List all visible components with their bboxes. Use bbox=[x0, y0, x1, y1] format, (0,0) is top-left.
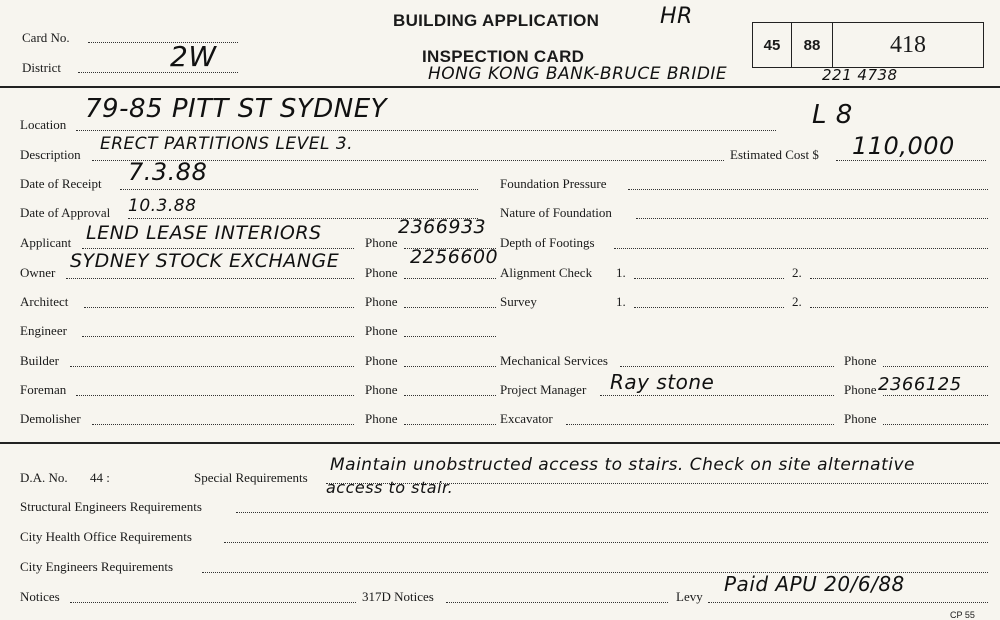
date-of-approval-label: Date of Approval bbox=[20, 205, 111, 220]
survey-label: Survey bbox=[500, 294, 537, 309]
card-box-number: 418 bbox=[890, 31, 926, 58]
demolisher-phone-label: Phone bbox=[365, 411, 398, 426]
owner-value: SYDNEY STOCK EXCHANGE bbox=[70, 250, 340, 272]
applicant-phone-label: Phone bbox=[365, 235, 398, 250]
survey-1-label: 1. bbox=[616, 294, 626, 309]
foreman-line bbox=[76, 395, 354, 396]
requirements-divider bbox=[0, 442, 1000, 444]
city-health-line bbox=[224, 542, 988, 543]
levy-line bbox=[708, 602, 988, 603]
applicant-phone-value: 2366933 bbox=[398, 216, 487, 238]
depth-of-footings-line bbox=[614, 248, 988, 249]
alignment-check-1-label: 1. bbox=[616, 265, 626, 280]
header-divider bbox=[0, 86, 1000, 88]
date-of-receipt-value: 7.3.88 bbox=[128, 158, 208, 186]
city-health-label: City Health Office Requirements bbox=[20, 529, 192, 544]
applicant-label: Applicant bbox=[20, 235, 72, 250]
excavator-label: Excavator bbox=[500, 411, 553, 426]
location-value: 79-85 PITT ST SYDNEY bbox=[85, 94, 388, 124]
mechanical-services-phone-label: Phone bbox=[844, 353, 877, 368]
excavator-phone-line bbox=[883, 424, 988, 425]
notices-label: Notices bbox=[20, 589, 60, 604]
demolisher-label: Demolisher bbox=[20, 411, 81, 426]
architect-phone-line bbox=[404, 307, 496, 308]
title-inspection-card: INSPECTION CARD bbox=[422, 47, 585, 66]
excavator-phone-label: Phone bbox=[844, 411, 877, 426]
applicant-value: LEND LEASE INTERIORS bbox=[86, 222, 322, 244]
foreman-label: Foreman bbox=[20, 382, 67, 397]
structural-engineers-label: Structural Engineers Requirements bbox=[20, 499, 202, 514]
date-of-receipt-line bbox=[120, 189, 478, 190]
applicant-line bbox=[82, 248, 354, 249]
project-manager-label: Project Manager bbox=[500, 382, 587, 397]
date-of-approval-value: 10.3.88 bbox=[128, 196, 197, 216]
owner-line bbox=[66, 278, 354, 279]
project-manager-line bbox=[600, 395, 834, 396]
title-building-application: BUILDING APPLICATION bbox=[393, 11, 600, 30]
structural-engineers-line bbox=[236, 512, 988, 513]
mechanical-services-label: Mechanical Services bbox=[500, 353, 608, 368]
alignment-check-label: Alignment Check bbox=[500, 265, 593, 280]
initials-handwritten: HR bbox=[660, 4, 693, 29]
special-requirements-line2: access to stair. bbox=[326, 478, 454, 497]
engineer-phone-label: Phone bbox=[365, 323, 398, 338]
district-label: District bbox=[22, 60, 61, 75]
levy-value: Paid APU 20/6/88 bbox=[724, 572, 905, 596]
bank-note-handwritten: HONG KONG BANK-BRUCE BRIDIE bbox=[428, 64, 728, 84]
city-engineers-label: City Engineers Requirements bbox=[20, 559, 174, 574]
card-box-a: 45 bbox=[753, 23, 792, 67]
builder-phone-line bbox=[404, 366, 496, 367]
mechanical-services-line bbox=[620, 366, 834, 367]
engineer-phone-line bbox=[404, 336, 496, 337]
alignment-check-2-label: 2. bbox=[792, 265, 802, 280]
description-label: Description bbox=[20, 147, 81, 162]
bank-phone-handwritten: 221 4738 bbox=[822, 66, 898, 84]
owner-label: Owner bbox=[20, 265, 56, 280]
special-requirements-label: Special Requirements bbox=[194, 470, 308, 485]
alignment-check-1-line bbox=[634, 278, 784, 279]
da-no-value: 44 : bbox=[90, 470, 110, 485]
nature-of-foundation-line bbox=[636, 218, 988, 219]
foreman-phone-label: Phone bbox=[365, 382, 398, 397]
owner-phone-label: Phone bbox=[365, 265, 398, 280]
nature-of-foundation-label: Nature of Foundation bbox=[500, 205, 612, 220]
location-label: Location bbox=[20, 117, 67, 132]
owner-phone-line bbox=[404, 278, 496, 279]
estimated-cost-value: 110,000 bbox=[852, 132, 955, 160]
card-no-label: Card No. bbox=[22, 30, 70, 45]
notices-317d-line bbox=[446, 602, 668, 603]
owner-phone-value: 2256600 bbox=[410, 246, 499, 268]
notices-line bbox=[70, 602, 356, 603]
da-no-label: D.A. No. bbox=[20, 470, 68, 485]
notices-317d-label: 317D Notices bbox=[362, 589, 434, 604]
architect-phone-label: Phone bbox=[365, 294, 398, 309]
survey-2-label: 2. bbox=[792, 294, 802, 309]
location-level: L 8 bbox=[812, 100, 853, 130]
builder-phone-label: Phone bbox=[365, 353, 398, 368]
project-manager-phone-value: 2366125 bbox=[878, 374, 962, 395]
excavator-line bbox=[566, 424, 834, 425]
foundation-pressure-line bbox=[628, 189, 988, 190]
engineer-line bbox=[82, 336, 354, 337]
demolisher-line bbox=[92, 424, 354, 425]
mechanical-services-phone-line bbox=[883, 366, 988, 367]
depth-of-footings-label: Depth of Footings bbox=[500, 235, 595, 250]
engineer-label: Engineer bbox=[20, 323, 67, 338]
card-box-b: 88 bbox=[792, 23, 833, 67]
levy-label: Levy bbox=[676, 589, 703, 604]
survey-2-line bbox=[810, 307, 988, 308]
builder-line bbox=[70, 366, 354, 367]
date-of-receipt-label: Date of Receipt bbox=[20, 176, 102, 191]
project-manager-value: Ray stone bbox=[610, 370, 715, 394]
special-requirements-line1: Maintain unobstructed access to stairs. Check on site alternative bbox=[330, 455, 915, 475]
builder-label: Builder bbox=[20, 353, 59, 368]
form-code: CP 55 bbox=[950, 610, 975, 620]
demolisher-phone-line bbox=[404, 424, 496, 425]
survey-1-line bbox=[634, 307, 784, 308]
project-manager-phone-line bbox=[883, 395, 988, 396]
foundation-pressure-label: Foundation Pressure bbox=[500, 176, 607, 191]
card-number-box bbox=[752, 22, 984, 68]
foreman-phone-line bbox=[404, 395, 496, 396]
estimated-cost-line bbox=[836, 160, 986, 161]
description-value: ERECT PARTITIONS LEVEL 3. bbox=[100, 134, 354, 154]
estimated-cost-label: Estimated Cost $ bbox=[730, 147, 819, 162]
project-manager-phone-label: Phone bbox=[844, 382, 877, 397]
architect-label: Architect bbox=[20, 294, 69, 309]
alignment-check-2-line bbox=[810, 278, 988, 279]
location-line bbox=[76, 130, 776, 131]
district-value: 2W bbox=[170, 40, 217, 73]
architect-line bbox=[84, 307, 354, 308]
